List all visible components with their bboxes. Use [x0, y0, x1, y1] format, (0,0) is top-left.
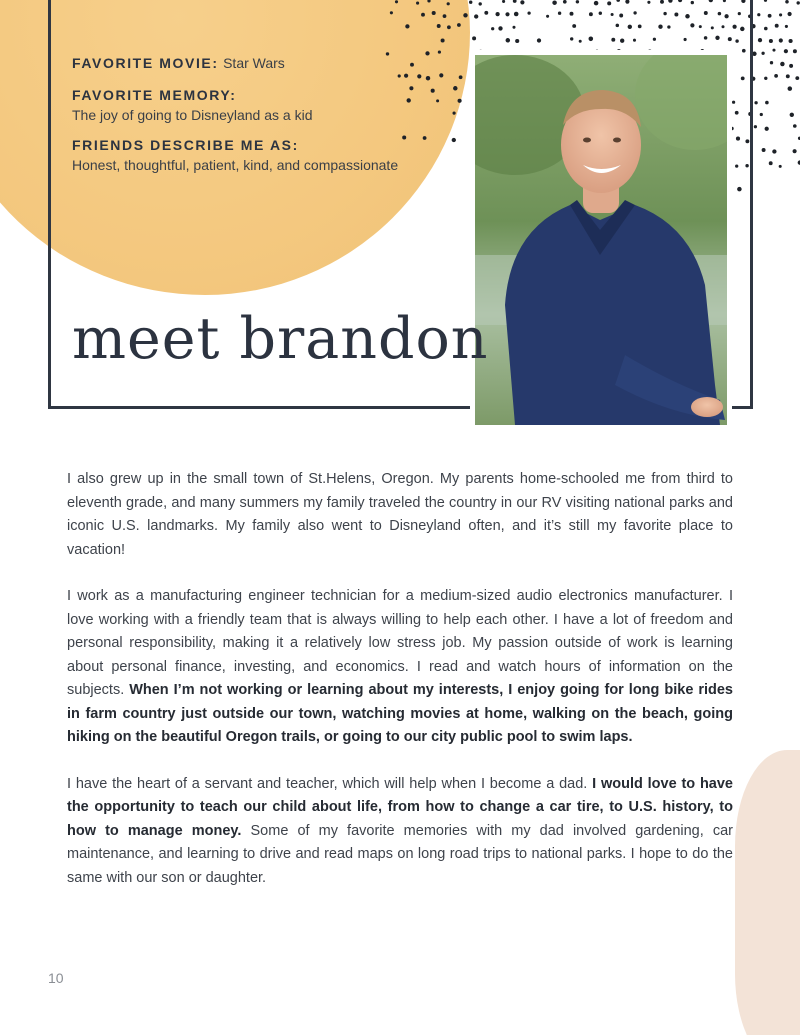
favorite-memory-value: The joy of going to Disneyland as a kid — [72, 107, 313, 123]
paragraph — [67, 585, 733, 750]
body-text — [67, 468, 733, 913]
pink-watercolor-blob — [735, 750, 800, 1035]
paragraph-bold-run: When I’m not working or learning about my interests, I enjoy going for long bike rides in farm country just outside our town, watching movies at home, walking on the beach, going hiking on the beautiful Oregon trails, or going to our city public pool to swim laps. — [67, 682, 734, 745]
favorite-memory — [72, 87, 462, 123]
paragraph — [67, 773, 733, 891]
portrait-photo — [470, 50, 732, 430]
favorite-memory-label: FAVORITE MEMORY: — [72, 87, 237, 103]
friends-describe-label: FRIENDS DESCRIBE ME AS: — [72, 137, 299, 153]
favorites-section — [72, 55, 462, 187]
page-title: meet brandon — [72, 306, 489, 372]
paragraph-run: I have the heart of a servant and teacher, which will help when I become a dad. — [67, 775, 593, 792]
portrait-photo-icon — [475, 55, 727, 425]
paragraph-run: I work as a manufacturing engineer technician for a medium-sized audio electronics manufacturer. I love working with a friendly team that is always willing to help each other. I have a lot of freedom and personal responsibility, making it a relatively low stress job. My passion outside of work is learning about personal finance, investing, and economics. I read and watch hours of information on the subjects. — [67, 588, 733, 698]
friends-describe — [72, 137, 462, 173]
favorite-movie-value: Star Wars — [223, 55, 285, 71]
favorite-movie — [72, 55, 462, 73]
paragraph-bold-run: I would love to have the opportunity to teach our child about life, from how to change a car tire, to U.S. history, to how to manage money. — [67, 775, 733, 839]
paragraph-run: I also grew up in the small town of St.Helens, Oregon. My parents home-schooled me from third to eleventh grade, and many summers my family traveled the country in our RV visiting national parks and iconic U.S. landmarks. My family also went to Disneyland often, and it’s still my favorite place to vacation! — [67, 471, 733, 558]
page-number: 10 — [48, 970, 64, 986]
friends-describe-value: Honest, thoughtful, patient, kind, and compassionate — [72, 157, 399, 173]
favorite-movie-label: FAVORITE MOVIE: — [72, 55, 219, 71]
paragraph-run: Some of my favorite memories with my dad involved gardening, car maintenance, and learning to drive and read maps on long road trips to national parks. I hope to do the same with our son or daughter. — [67, 822, 733, 886]
paragraph — [67, 468, 733, 562]
